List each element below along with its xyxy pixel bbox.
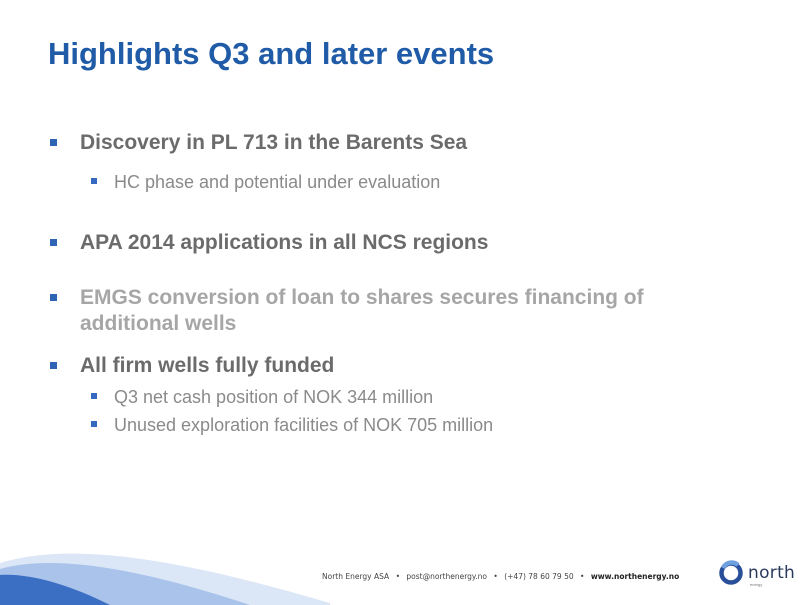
sub-bullet-marker (91, 178, 97, 184)
sub-bullet-marker (91, 421, 97, 427)
bullet-marker (50, 294, 57, 301)
separator-dot-icon: • (395, 572, 400, 581)
bullet-text-line: additional wells (80, 312, 237, 335)
separator-dot-icon: • (580, 572, 585, 581)
decorative-wave-graphic (0, 545, 330, 605)
separator-dot-icon: • (493, 572, 498, 581)
sub-bullet-marker (91, 393, 97, 399)
footer-email[interactable]: post@northenergy.no (406, 572, 487, 581)
bullet-item (50, 353, 334, 379)
footer-website-link[interactable]: www.northenergy.no (590, 572, 680, 581)
bullet-text: All firm wells fully funded (80, 354, 335, 377)
bullet-marker (50, 239, 57, 246)
bullet-text: APA 2014 applications in all NCS regions (80, 231, 489, 254)
footer-company: North Energy ASA (322, 572, 390, 581)
sub-bullet-text: Unused exploration facilities of NOK 705 million (114, 415, 494, 435)
bullet-item (50, 230, 488, 256)
logo-ring-icon (718, 560, 744, 586)
logo-text: north (748, 563, 796, 583)
sub-bullet-item (91, 171, 440, 193)
bullet-marker (50, 362, 57, 369)
bullet-marker (50, 139, 57, 146)
bullet-item (50, 285, 644, 337)
sub-bullet-text: Q3 net cash position of NOK 344 million (114, 387, 434, 407)
bullet-text: Discovery in PL 713 in the Barents Sea (80, 131, 468, 154)
slide-title: Highlights Q3 and later events (48, 36, 495, 71)
sub-bullet-text: HC phase and potential under evaluation (114, 172, 441, 192)
sub-bullet-item (91, 414, 493, 436)
footer (322, 572, 679, 581)
sub-bullet-item (91, 386, 433, 408)
bullet-text-line: EMGS conversion of loan to shares secures financing of (80, 286, 644, 309)
logo-subtext: energy (750, 582, 763, 587)
bullet-text-block (80, 285, 644, 337)
bullet-item (50, 130, 467, 156)
footer-phone: (+47) 78 60 79 50 (504, 572, 574, 581)
